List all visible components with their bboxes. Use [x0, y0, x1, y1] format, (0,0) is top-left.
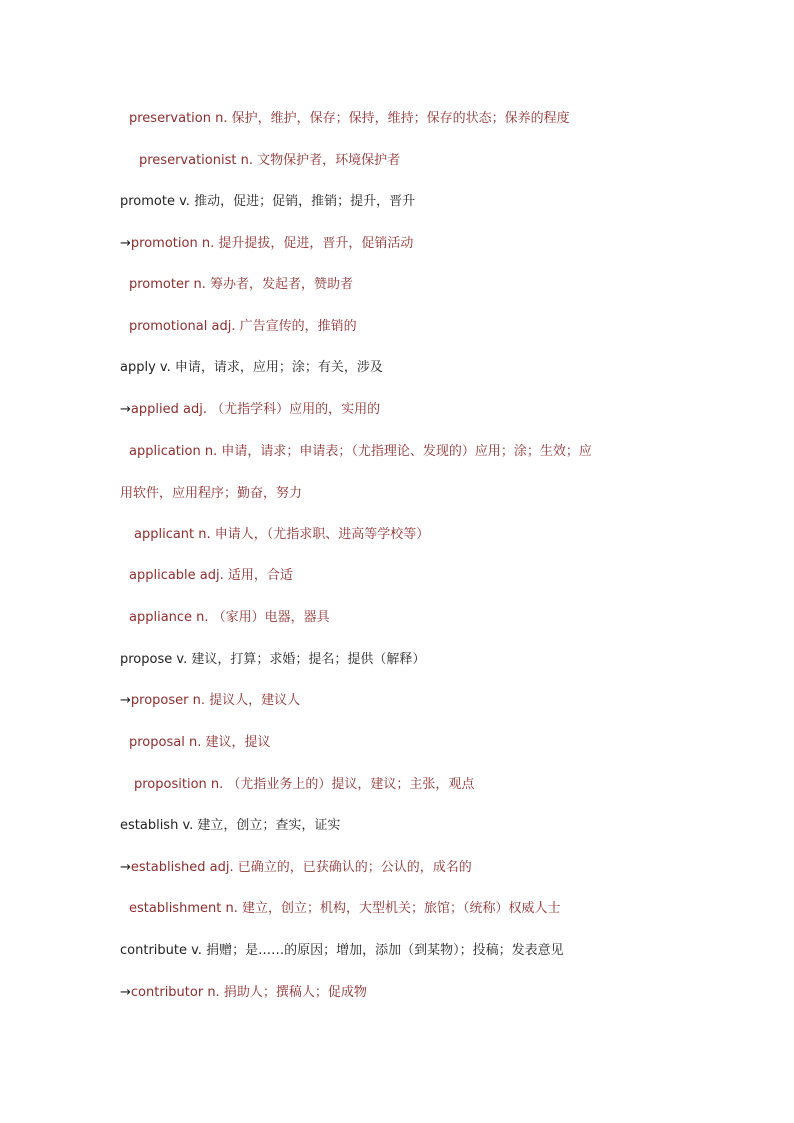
headword: applicant [134, 527, 195, 542]
headword: apply [120, 360, 156, 375]
definition: n. 捐助人；撰稿人；促成物 [203, 985, 367, 1000]
headword: preservationist [139, 153, 237, 168]
derivation-arrow-icon: → [120, 236, 131, 251]
headword: applicable [129, 568, 196, 583]
entry-line [120, 235, 413, 253]
entry-line [120, 651, 425, 669]
entry-line [120, 942, 564, 960]
headword: contribute [120, 943, 187, 958]
headword: promote [120, 194, 175, 209]
headword: promotional [129, 319, 208, 334]
definition: v. 捐赠；是……的原因；增加，添加（到某物）；投稿；发表意见 [186, 943, 564, 958]
entry-line [134, 526, 429, 544]
entry-line [129, 318, 357, 336]
entry-line [120, 359, 383, 377]
headword: preservation [129, 111, 211, 126]
headword: establish [120, 818, 179, 833]
entry-line [129, 734, 270, 752]
definition: v. 申请，请求，应用；涂；有关，涉及 [155, 360, 383, 375]
definition: v. 建立，创立；查实，证实 [178, 818, 341, 833]
entry-line [120, 984, 367, 1002]
headword: contributor [130, 985, 204, 1000]
entry-line [120, 401, 380, 419]
entry-line [129, 110, 570, 128]
definition: adj. 广告宣传的，推销的 [207, 319, 357, 334]
derivation-arrow-icon: → [120, 860, 131, 875]
derivation-arrow-icon: → [120, 693, 131, 708]
entry-line [120, 692, 300, 710]
headword: proposal [129, 735, 185, 750]
definition: n. 申请，请求；申请表；（尤指理论、发现的）应用；涂；生效；应 [200, 444, 592, 459]
definition: n. 文物保护者，环境保护者 [236, 153, 401, 168]
headword: established [130, 860, 206, 875]
headword: appliance [129, 610, 193, 625]
headword: proposition [134, 777, 207, 792]
derivation-arrow-icon: → [120, 985, 131, 1000]
entry-line [120, 193, 415, 211]
derivation-arrow-icon: → [120, 402, 131, 417]
definition: adj. （尤指学科）应用的，实用的 [178, 402, 381, 417]
definition: n. 筹办者，发起者，赞助者 [189, 277, 353, 292]
entry-line [120, 817, 340, 835]
entry-line [129, 900, 560, 918]
definition: n. 提议人，建议人 [188, 693, 301, 708]
definition: n. （尤指业务上的）提议，建议；主张，观点 [206, 777, 475, 792]
definition: adj. 已确立的，已获确认的；公认的，成名的 [205, 860, 472, 875]
definition: n. 提升提拔，促进，晋升，促销活动 [197, 236, 414, 251]
headword: establishment [129, 901, 222, 916]
definition: v. 推动，促进；促销，推销；提升，晋升 [174, 194, 416, 209]
entry-line [120, 859, 472, 877]
entry-line [134, 776, 474, 794]
definition: n. 建立，创立；机构，大型机关；旅馆；（统称）权威人士 [221, 901, 561, 916]
definition: adj. 适用，合适 [195, 568, 293, 583]
definition: n. 建议，提议 [184, 735, 271, 750]
definition: 用软件，应用程序；勤奋，努力 [120, 486, 303, 501]
entry-line [139, 152, 400, 170]
headword: promoter [129, 277, 190, 292]
definition: n. 保护，维护，保存；保持，维持；保存的状态；保养的程度 [211, 111, 570, 126]
headword: promotion [130, 236, 198, 251]
entry-line [129, 567, 293, 585]
entry-line [120, 485, 302, 503]
definition: n. 申请人，（尤指求职、进高等学校等） [194, 527, 430, 542]
headword: applied [130, 402, 179, 417]
definition: v. 建议，打算；求婚；提名；提供（解释） [172, 652, 426, 667]
entry-line [129, 609, 330, 627]
definition: n. （家用）电器，器具 [192, 610, 330, 625]
headword: proposer [130, 693, 189, 708]
entry-line [129, 443, 592, 461]
headword: propose [120, 652, 173, 667]
entry-line [129, 276, 353, 294]
headword: application [129, 444, 201, 459]
